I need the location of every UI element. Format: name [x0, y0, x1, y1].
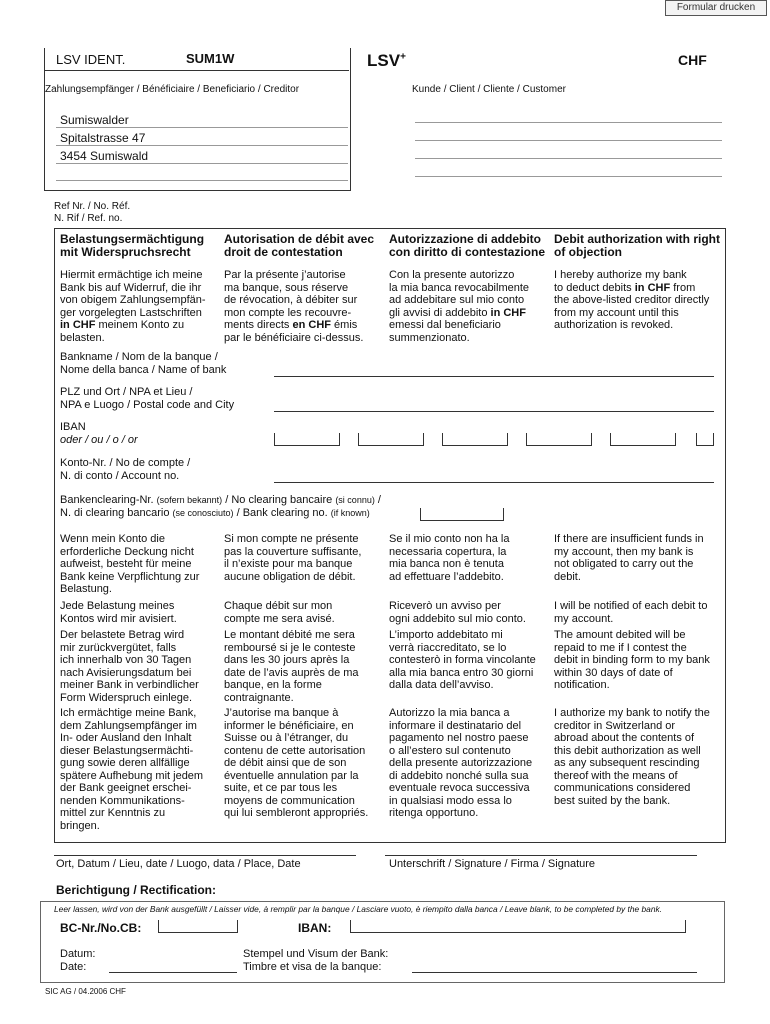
ref-line-2: N. Rif / Ref. no. [54, 213, 123, 224]
terms-p4-en: I authorize my bank to notify the creditor in Switzerland or abroad about the contents of this debit authorization as well as any subsequent rescinding thereof with the means of communications considered best suited by the bank. [554, 707, 710, 807]
lsv-ident-value: SUM1W [186, 51, 235, 66]
terms-p2-en: I will be notified of each debit to my account. [554, 600, 708, 625]
terms-p2-de: Jede Belastung meines Kontos wird mir avisiert. [60, 600, 177, 625]
creditor-city: 3454 Sumiswald [60, 149, 149, 163]
creditor-line-4 [56, 180, 348, 181]
terms-p4-it: Autorizzo la mia banca a informare il destinatario del pagamento nel nostro paese o all’estero sul contenuto della presente autorizzazione di addebito nonché sulla sua eventuale revoca successiva in qualsiasi modo essa lo ritenga opportuno. [389, 707, 533, 819]
rectification-title: Berichtigung / Rectification: [56, 883, 217, 897]
lsv-ident-label: LSV IDENT. [56, 52, 126, 67]
ref-line-1: Ref Nr. / No. Réf. [54, 201, 131, 212]
plz-input[interactable] [274, 411, 714, 412]
iban-rect-input[interactable] [350, 920, 686, 933]
header-divider [44, 70, 349, 71]
customer-line-4[interactable] [415, 176, 722, 177]
terms-p4-fr: J’autorise ma banque à informer le bénéficiaire, en Suisse ou à l’étranger, du contenu de cette autorisation de débit ainsi que de son éventuelle annulation par la suite, et ce par tous les moyens de communication qui lui sembleront appropriés. [224, 707, 369, 819]
terms-p1-de: Wenn mein Konto die erforderliche Deckung nicht aufweist, besteht für meine Bank keine Verpflichtung zur Belastung. [60, 533, 200, 595]
konto-input[interactable] [274, 482, 714, 483]
signature-input[interactable] [385, 855, 697, 856]
iban-input[interactable] [274, 433, 714, 446]
place-date-label: Ort, Datum / Lieu, date / Luogo, data / Place, Date [56, 858, 301, 870]
creditor-line-3 [56, 163, 348, 164]
terms-p3-en: The amount debited will be repaid to me if I contest the debit in binding form to my bank within 30 days of date of notification. [554, 629, 710, 691]
customer-line-2[interactable] [415, 140, 722, 141]
terms-p1-it: Se il mio conto non ha la necessaria copertura, la mia banca non è tenuta ad effettuare l’addebito. [389, 533, 510, 583]
heading-fr: Autorisation de débit avec droit de contestation [224, 232, 375, 259]
signature-label: Unterschrift / Signature / Firma / Signature [389, 858, 596, 870]
terms-p4-de: Ich ermächtige meine Bank, dem Zahlungsempfänger im In- oder Ausland den Inhalt dieser Belastungsermächti- gung sowie deren allfällige spätere Aufhebung mit jedem der Bank geeignet erschei- nenden Kommunikations- mittel zur Kenntnis zu bringen. [60, 707, 204, 832]
intro-en: I hereby authorize my bank to deduct debits in CHF from the above-listed creditor directly from my account until this authorization is revoked. [554, 269, 710, 331]
date-label: Date: [60, 961, 87, 973]
bc-label: BC-Nr./No.CB: [60, 921, 142, 935]
terms-p1-fr: Si mon compte ne présente pas la couverture suffisante, il n’existe pour ma banque aucune obligation de débit. [224, 533, 362, 583]
bankname-input[interactable] [274, 376, 714, 377]
intro-de: Hiermit ermächtige ich meine Bank bis auf Widerruf, die ihr von obigem Zahlungsempfän- ger vorgelegten Lastschriften in CHF meinem Konto zu belasten. [60, 269, 206, 344]
terms-p3-fr: Le montant débité me sera remboursé si je le conteste dans les 30 jours après la date de l’avis auprès de ma banque, en la forme contraignante. [224, 629, 359, 704]
customer-line-1[interactable] [415, 122, 722, 123]
terms-p2-fr: Chaque débit sur mon compte me sera avisé. [224, 600, 335, 625]
terms-p3-it: L’importo addebitato mi verrà riaccreditato, se lo contesterò in forma vincolante alla mia banca entro 30 giorni dalla data dell’avviso. [389, 629, 536, 691]
lsv-logo: LSV+ [367, 51, 406, 70]
plz-label: PLZ und Ort / NPA et Lieu / NPA e Luogo / Postal code and City [60, 386, 235, 411]
terms-p1-en: If there are insufficient funds in my account, then my bank is not obligated to carry out the debit. [554, 533, 704, 583]
stempel-label-fr: Timbre et visa de la banque: [243, 961, 382, 973]
datum-label: Datum: [60, 948, 96, 960]
bc-input[interactable] [158, 920, 238, 933]
place-date-input[interactable] [54, 855, 356, 856]
creditor-label: Zahlungsempfänger / Bénéficiaire / Beneficiario / Creditor [45, 84, 300, 95]
heading-it: Autorizzazione di addebito con diritto di contestazione [389, 232, 546, 259]
rectification-note: Leer lassen, wird von der Bank ausgefüllt / Laisser vide, à remplir par la banque / Lasciare vuoto, è riempito dalla banca / Leave blank, to be completed by the bank. [54, 904, 663, 914]
customer-line-3[interactable] [415, 158, 722, 159]
creditor-street: Spitalstrasse 47 [60, 131, 146, 145]
creditor-line-2 [56, 145, 348, 146]
creditor-line-1 [56, 127, 348, 128]
stamp-input[interactable] [412, 972, 697, 973]
konto-label: Konto-Nr. / No de compte / N. di conto / Account no. [60, 457, 191, 482]
creditor-name: Sumiswalder [60, 113, 129, 127]
footer-code: SIC AG / 04.2006 CHF [45, 987, 126, 996]
currency-label: CHF [678, 52, 707, 68]
clearing-label: Bankenclearing-Nr. (sofern bekannt) / No clearing bancaire (si connu) / N. di clearing bancario (se conosciuto) / Bank clearing no. (if known) [60, 494, 381, 519]
terms-p3-de: Der belastete Betrag wird mir zurückvergütet, falls ich innerhalb von 30 Tagen nach Avisierungsdatum bei meiner Bank in verbindlicher Form Widerspruch einlege. [60, 629, 199, 704]
terms-p2-it: Riceverò un avviso per ogni addebito sul mio conto. [389, 600, 526, 625]
print-form-button[interactable]: Formular drucken [665, 0, 767, 16]
intro-fr: Par la présente j’autorise ma banque, sous réserve de révocation, à débiter sur mon compte les recouvre- ments directs en CHF émis par le bénéficiaire ci-dessus. [224, 269, 364, 344]
heading-de: Belastungsermächtigung mit Widerspruchsrecht [60, 232, 205, 259]
stempel-label-de: Stempel und Visum der Bank: [243, 948, 389, 960]
bankname-label: Bankname / Nom de la banque / Nome della banca / Name of bank [60, 351, 227, 376]
clearing-input[interactable] [420, 508, 504, 521]
iban-label: IBAN oder / ou / o / or [60, 421, 138, 446]
rect-date-input[interactable] [109, 972, 237, 973]
intro-it: Con la presente autorizzo la mia banca revocabilmente ad addebitare sul mio conto gli avvisi di addebito in CHF emessi dal beneficiario summenzionato. [389, 269, 530, 344]
heading-en: Debit authorization with right of objection [554, 232, 720, 259]
iban-rect-label: IBAN: [298, 921, 332, 935]
customer-label: Kunde / Client / Cliente / Customer [412, 84, 566, 95]
